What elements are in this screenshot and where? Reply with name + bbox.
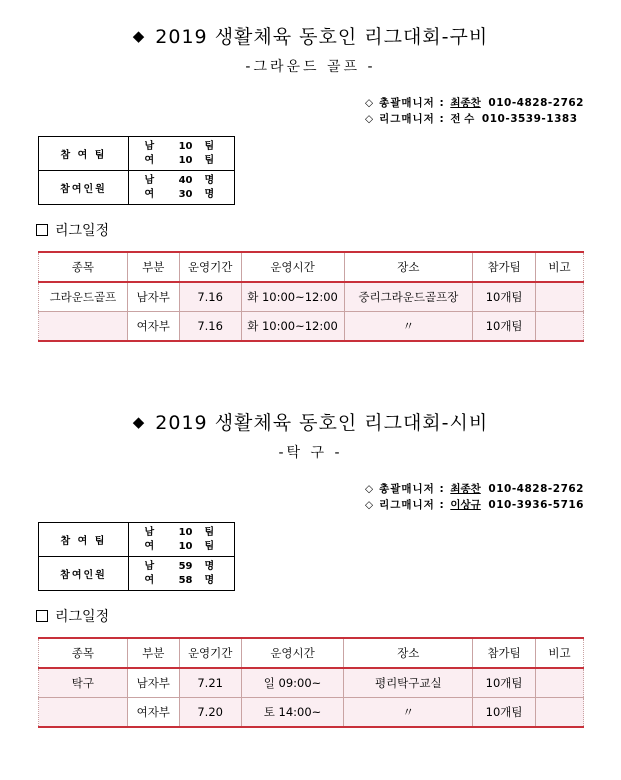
diamond-bullet-icon: ◆ — [132, 413, 146, 431]
diamond-bullet-icon: ◆ — [132, 27, 146, 45]
checkbox-square-icon — [36, 224, 48, 236]
table-row: 그라운드골프 남자부 7.16 화 10:00~12:00 중리그라운드골프장 10개팀 — [39, 282, 584, 312]
checkbox-square-icon — [36, 610, 48, 622]
participating-teams-values: 남 10 팀 여 10 팀 — [129, 523, 235, 557]
participants-label: 참여인원 — [39, 557, 129, 591]
section-2-title: ◆ 2019 생활체육 동호인 리그대회-시비 — [132, 412, 489, 434]
section-1-participation-table — [38, 136, 235, 205]
hollow-diamond-icon: ◇ — [365, 483, 374, 495]
section-2-schedule-table — [38, 637, 584, 728]
contact-league-manager: ◇ 리그매니저 : 이상규 010-3936-5716 — [365, 499, 584, 511]
contact-general-manager: ◇ 총괄매니저 : 최종찬 010-4828-2762 — [365, 483, 584, 495]
table-row: 여자부 7.16 화 10:00~12:00 〃 10개팀 — [39, 312, 584, 342]
section-1-contacts — [365, 95, 584, 127]
section-2-contacts — [365, 481, 584, 513]
table-row: 여자부 7.20 토 14:00~ 〃 10개팀 — [39, 698, 584, 728]
contact-league-manager: ◇ 리그매니저 : 전 수 010-3539-1383 — [365, 113, 578, 125]
table-header-row: 종목 부분 운영기간 운영시간 장소 참가팀 비고 — [39, 252, 584, 282]
table-row: 탁구 남자부 7.21 일 09:00~ 평리탁구교실 10개팀 — [39, 668, 584, 698]
participating-teams-values: 남 10 팀 여 10 팀 — [129, 137, 235, 171]
hollow-diamond-icon: ◇ — [365, 113, 374, 125]
hollow-diamond-icon: ◇ — [365, 97, 374, 109]
section-1-subtitle: -그라운드 골프 - — [245, 59, 376, 75]
contact-general-manager: ◇ 총괄매니저 : 최종찬 010-4828-2762 — [365, 97, 584, 109]
table-header-row: 종목 부분 운영기간 운영시간 장소 참가팀 비고 — [39, 638, 584, 668]
section-2-participation-table — [38, 522, 235, 591]
participants-values: 남 59 명 여 58 명 — [129, 557, 235, 591]
participants-label: 참여인원 — [39, 171, 129, 205]
section-1-title: ◆ 2019 생활체육 동호인 리그대회-구비 — [132, 26, 489, 48]
section-2-subtitle: -탁 구 - — [278, 445, 343, 461]
participants-values: 남 40 명 여 30 명 — [129, 171, 235, 205]
section-1-schedule-table — [38, 251, 584, 342]
participating-teams-label: 참 여 팀 — [39, 137, 129, 171]
section-1-schedule-heading: 리그일정 — [36, 220, 109, 240]
participating-teams-label: 참 여 팀 — [39, 523, 129, 557]
hollow-diamond-icon: ◇ — [365, 499, 374, 511]
section-2-schedule-heading: 리그일정 — [36, 606, 109, 626]
